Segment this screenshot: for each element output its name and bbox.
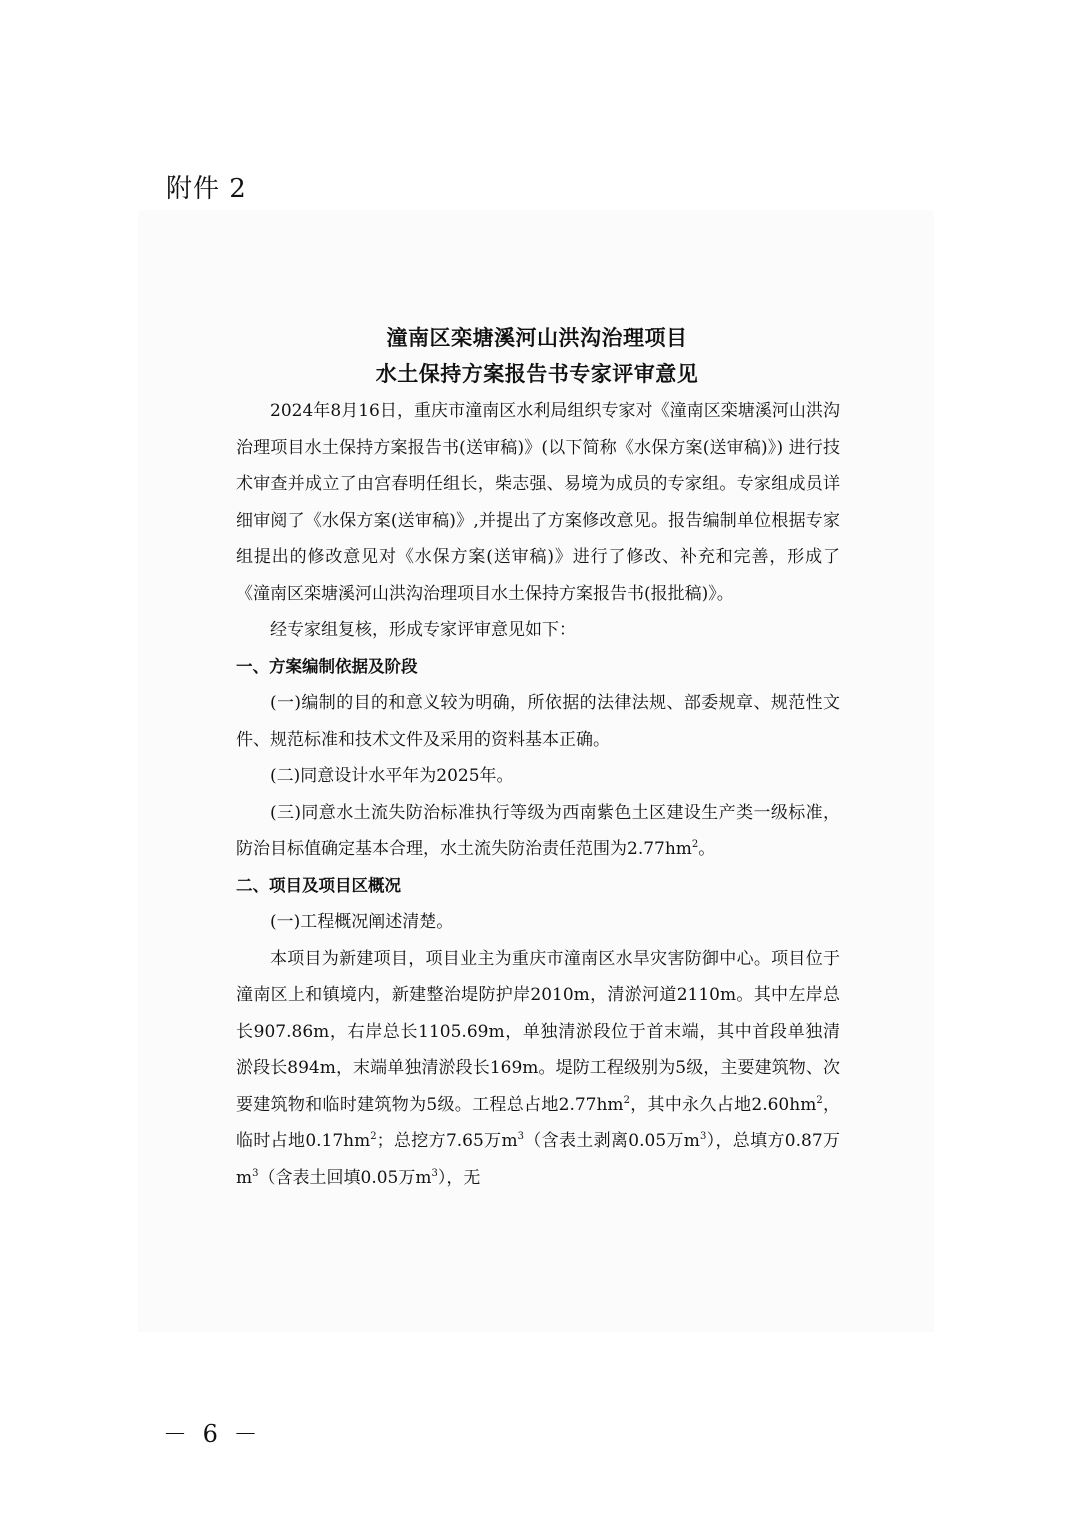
superscript: 3 bbox=[252, 1167, 259, 1179]
overview-text-h: ），无 bbox=[437, 1167, 481, 1188]
superscript: 2 bbox=[816, 1094, 823, 1106]
section-1-item-3 bbox=[236, 795, 840, 868]
superscript: 3 bbox=[517, 1131, 524, 1142]
section-1-item-3-text: (三)同意水土流失防治标准执行等级为西南紫色土区建设生产类一级标准，防治目标值确定基本合理，水土流失防治责任范围为2.77hm bbox=[236, 802, 840, 859]
superscript: 2 bbox=[370, 1131, 377, 1142]
overview-text-a: 本项目为新建项目，项目业主为重庆市潼南区水旱灾害防御中心。项目位于潼南区上和镇境内，新建整治堤防护岸2010m，清淤河道2110m。其中左岸总长907.86m，右岸总长1105.69m，单独清淤段位于首末端，其中首段单独清淤段长894m，末端单独清淤段长169m。堤防工程级别为5级，主要建筑物、次要建筑物和临时建筑物为5级。工程总占地2.77hm bbox=[236, 948, 840, 1115]
section-1-item-3-end: 。 bbox=[698, 839, 716, 859]
attachment-label: 附件 2 bbox=[166, 174, 247, 204]
section-1-item-1: (一)编制的目的和意义较为明确，所依据的法律法规、部委规章、规范性文件、规范标准和技术文件及采用的资料基本正确。 bbox=[236, 693, 840, 750]
section-1-heading: 一、方案编制依据及阶段 bbox=[236, 656, 418, 676]
intro-paragraph: 2024年8月16日，重庆市潼南区水利局组织专家对《潼南区栾塘溪河山洪沟治理项目水土保持方案报告书(送审稿)》(以下简称《水保方案(送审稿)》) 进行技术审查并成立了由宫春明任组长，柴志强、易境为成员的专家组。专家组成员详细审阅了《水保方案(送审稿)》,并提出了方案修改意见。报告编制单位根据专家组提出的修改意见对《水保方案(送审稿)》进行了修改、补充和完善，形成了《潼南区栾塘溪河山洪沟治理项目水土保持方案报告书(报批稿)》。 bbox=[236, 401, 840, 604]
superscript: 3 bbox=[699, 1131, 707, 1142]
overview-text-f: ），总填方0.87万m bbox=[236, 1131, 840, 1188]
overview-text-b: ，其中永久占地2.60hm bbox=[629, 1094, 817, 1115]
project-overview-paragraph bbox=[236, 941, 840, 1197]
document-title-line-1: 潼南区栾塘溪河山洪沟治理项目 bbox=[386, 326, 688, 350]
superscript: 3 bbox=[431, 1167, 438, 1179]
document-body bbox=[236, 393, 840, 1196]
section-1-item-2: (二)同意设计水平年为2025年。 bbox=[270, 766, 514, 786]
section-2-item-1: (一)工程概况阐述清楚。 bbox=[270, 912, 454, 932]
section-2-heading: 二、项目及项目区概况 bbox=[236, 875, 401, 895]
page-number: － 6 － bbox=[163, 1420, 262, 1448]
document-title-line-2: 水土保持方案报告书专家评审意见 bbox=[375, 362, 699, 386]
superscript: 2 bbox=[623, 1094, 630, 1106]
overview-text-d: ；总挖方7.65万m bbox=[376, 1131, 518, 1151]
overview-text-g: （含表土回填0.05万m bbox=[258, 1167, 432, 1188]
superscript: 2 bbox=[691, 839, 699, 850]
overview-text-e: （含表土剥离0.05万m bbox=[523, 1131, 700, 1151]
overview-text-c: ，临时占地0.17hm bbox=[236, 1094, 840, 1151]
review-lead-paragraph: 经专家组复核，形成专家评审意见如下： bbox=[270, 620, 576, 640]
